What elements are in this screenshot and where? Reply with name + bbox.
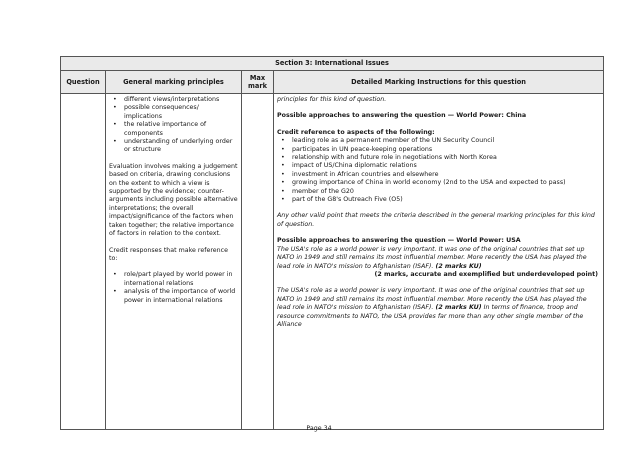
china-item: • member of the G20 [277,188,600,196]
china-item: • growing importance of China in world economy (2nd to the USA and expected to pass) [277,179,600,187]
header-max-mark: Max mark [242,71,274,94]
usa-example-1-comment: (2 marks, accurate and exemplified but underdeveloped point) [374,270,599,278]
lead-text: principles for this kind of question. [277,96,387,103]
credit-intro: Credit responses that make reference to: [109,246,228,262]
principles-list-2 [109,271,238,305]
china-item: • investment in African countries and elsewhere [277,171,600,179]
header-instructions: Detailed Marking Instructions for this question [274,71,604,94]
marking-table [60,56,604,430]
page-number: Page 34 [306,425,332,432]
china-item: • part of the G8's Outreach Five (O5) [277,196,600,204]
china-list [277,137,600,204]
question-cell [61,94,106,430]
principle-item: • different views/interpretations [109,96,238,104]
evaluation-text: Evaluation involves making a judgement based on criteria, drawing conclusions on the extent to which a view is supported by the evidence; counter-arguments including possible alternative interpretations; the overall impact/significance of the factors when taken together; the relative importance of factors in relation to the context. [109,162,238,238]
usa-example-2-marks: (2 marks KU) [435,304,482,312]
principle-item: • the relative importance of components [109,121,238,138]
china-item: • participates in UN peace-keeping operations [277,146,600,154]
instructions-cell [274,94,604,430]
principles-cell [106,94,242,430]
usa-heading: Possible approaches to answering the question — World Power: USA [277,237,521,245]
credit-item: • role/part played by world power in international relations [109,271,238,288]
usa-example-2-tail: In terms of finance, troop and resource commitments to NATO, the USA provides far more than any other single member of the Alliance [277,304,584,328]
header-principles: General marking principles [106,71,242,94]
credit-heading: Credit reference to aspects of the following: [277,128,435,136]
header-question: Question [61,71,106,94]
china-heading: Possible approaches to answering the question — World Power: China [277,112,527,120]
usa-example-2-text: The USA's role as a world power is very important. It was one of the original countries that set up NATO in 1949 and still remains its most influential member. More recently the USA has played the lead role in NATO's mission to Afghanistan (ISAF). [277,287,587,312]
principle-item: • understanding of underlying order or structure [109,138,238,155]
other-valid-text: Any other valid point that meets the criteria described in the general marking principles for this kind of question. [277,212,595,228]
china-item: • leading role as a permanent member of the UN Security Council [277,137,600,145]
principle-item: • possible consequences/ implications [109,104,238,121]
section-title: Section 3: International Issues [61,57,604,71]
credit-item: • analysis of the importance of world power in international relations [109,288,238,305]
usa-example-1-marks: (2 marks KU) [435,262,482,270]
usa-example-1 [277,246,600,271]
china-item: • relationship with and future role in negotiations with North Korea [277,154,600,162]
usa-example-1-text: The USA's role as a world power is very important. It was one of the original countries that set up NATO in 1949 and still remains its most influential member. More recently the USA has played the lead role in NATO's mission to Afghanistan (ISAF). [277,245,587,270]
max-mark-cell [242,94,274,430]
principles-list-1 [109,96,238,155]
usa-example-2 [277,287,600,329]
china-item: • impact of US/China diplomatic relations [277,162,600,170]
